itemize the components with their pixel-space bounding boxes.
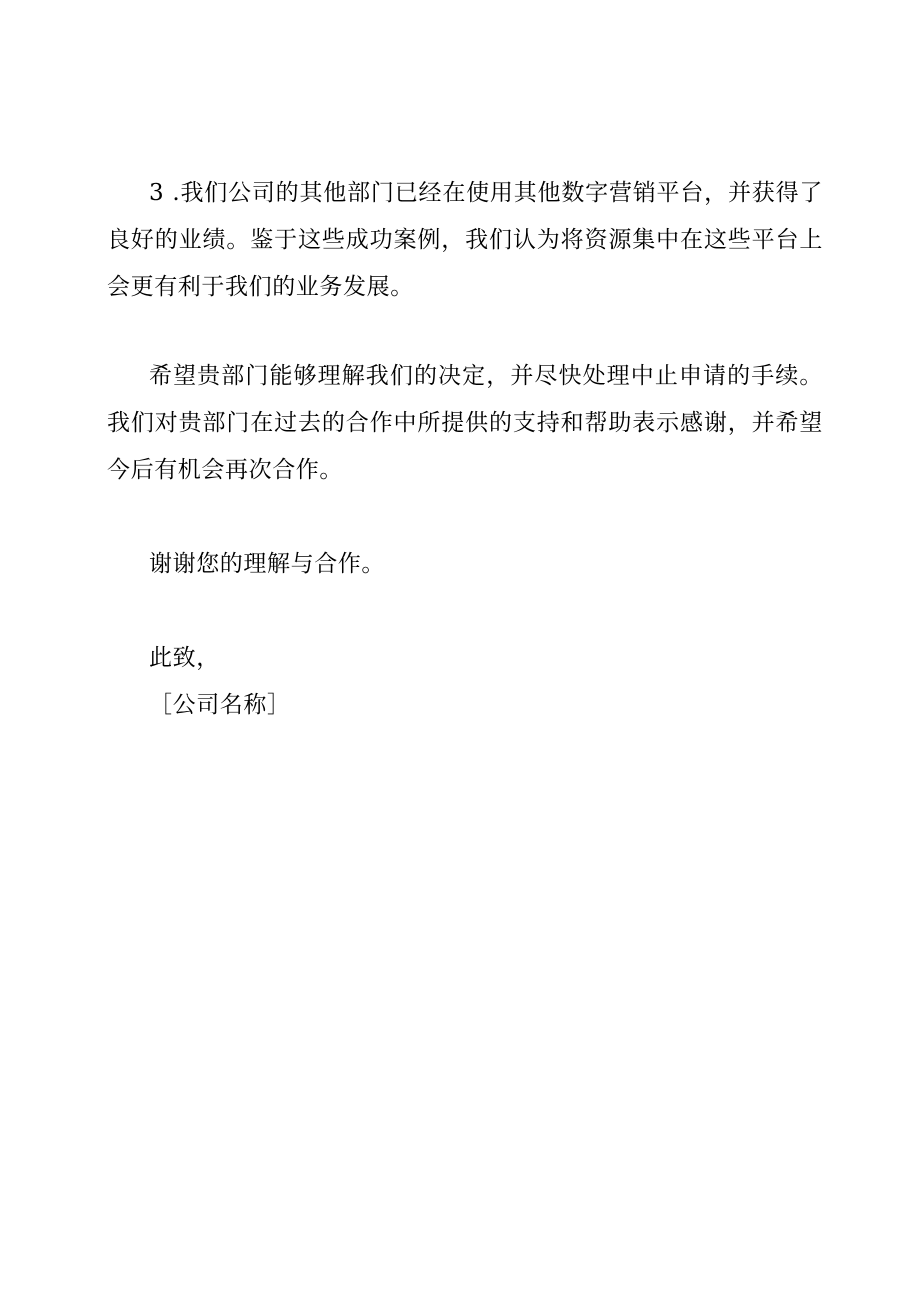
- letter-body: [107, 170, 823, 729]
- paragraph-thanks: 谢谢您的理解与合作。: [149, 551, 385, 577]
- paragraph-request: 希望贵部门能够理解我们的决定，并尽快处理中止申请的手续。我们对贵部门在过去的合作中所提供的支持和帮助表示感谢，并希望今后有机会再次合作。: [107, 363, 823, 483]
- signature-company-name: ［公司名称］: [149, 692, 291, 718]
- closing-salutation: 此致，: [149, 645, 220, 671]
- paragraph-reason-3: 3 .我们公司的其他部门已经在使用其他数字营销平台，并获得了良好的业绩。鉴于这些成功案例，我们认为将资源集中在这些平台上会更有利于我们的业务发展。: [107, 180, 823, 300]
